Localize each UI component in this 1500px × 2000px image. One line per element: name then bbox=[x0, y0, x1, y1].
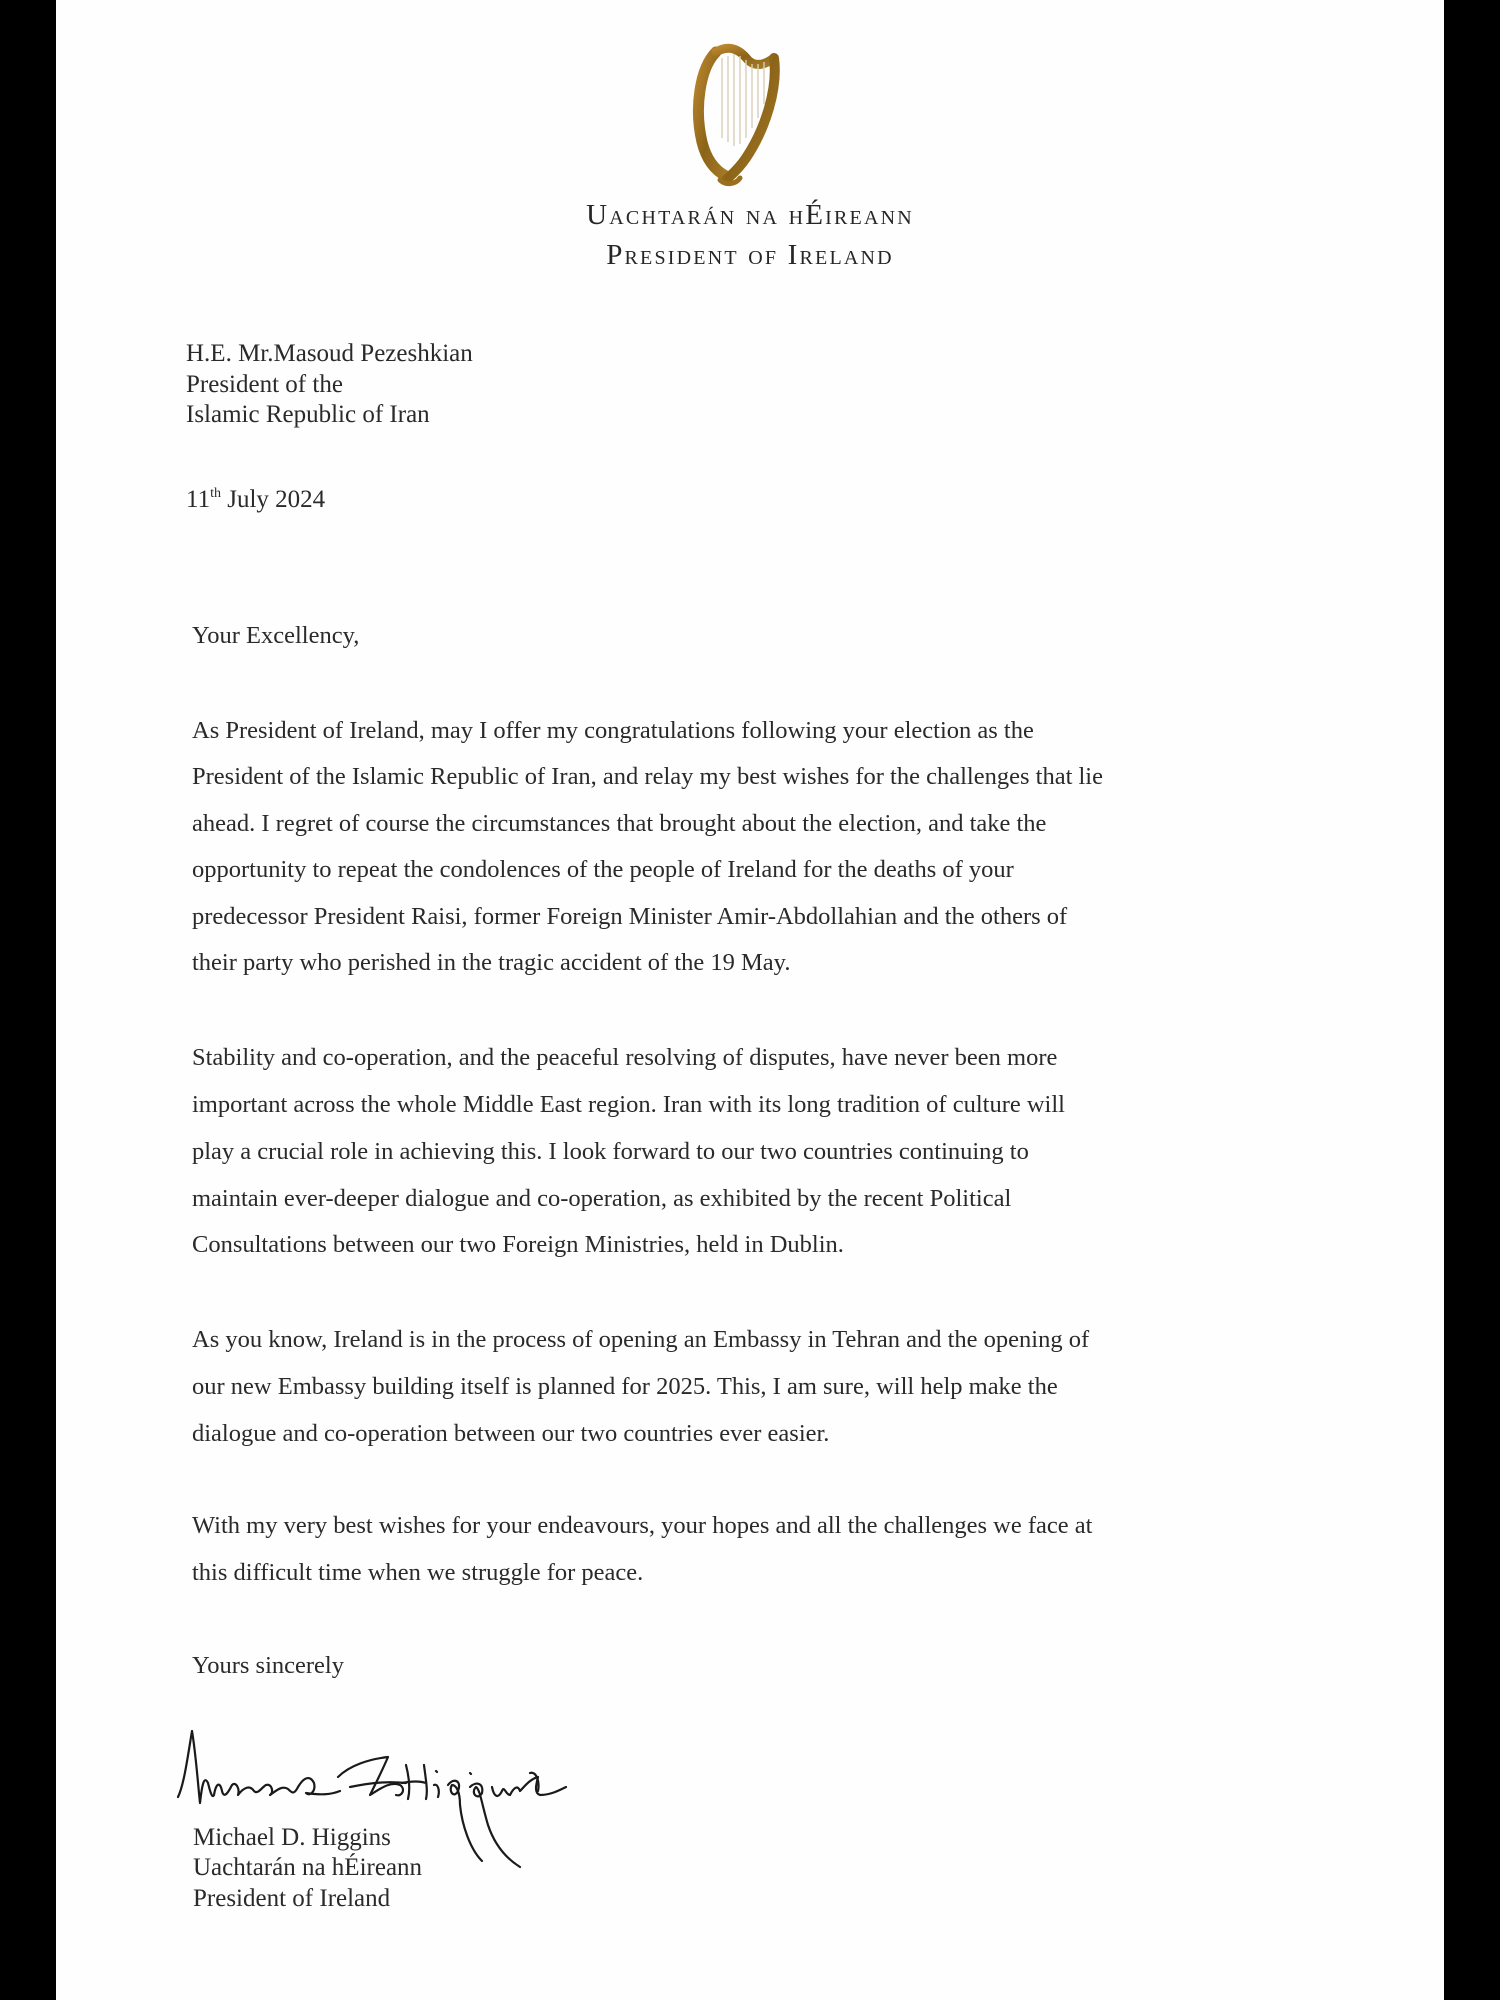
paragraph-line: their party who perished in the tragic accident of the 19 May. bbox=[192, 949, 791, 976]
closing: Yours sincerely bbox=[192, 1652, 344, 1679]
signatory-title-english: President of Ireland bbox=[193, 1885, 391, 1912]
paragraph-line: As President of Ireland, may I offer my congratulations following your election as the bbox=[192, 717, 1034, 744]
paragraph-line: dialogue and co-operation between our two countries ever easier. bbox=[192, 1420, 830, 1447]
recipient-country: Islamic Republic of Iran bbox=[186, 401, 430, 428]
recipient-name: H.E. Mr.Masoud Pezeshkian bbox=[186, 340, 473, 367]
letter-page bbox=[56, 0, 1444, 2000]
letterhead-title-irish: Uachtarán na hÉireann bbox=[586, 199, 914, 231]
paragraph-line: Consultations between our two Foreign Ministries, held in Dublin. bbox=[192, 1231, 844, 1258]
paragraph-line: Stability and co-operation, and the peaceful resolving of disputes, have never been more bbox=[192, 1044, 1058, 1071]
letter-date bbox=[186, 478, 325, 515]
signatory-name: Michael D. Higgins bbox=[193, 1824, 391, 1851]
paragraph-line: President of the Islamic Republic of Iran, and relay my best wishes for the challenges that lie bbox=[192, 763, 1103, 790]
paragraph-line: With my very best wishes for your endeavours, your hopes and all the challenges we face at bbox=[192, 1512, 1093, 1539]
date-suffix: th bbox=[210, 486, 221, 501]
letterhead-title-english: President of Ireland bbox=[606, 239, 894, 271]
date-month-year: July 2024 bbox=[220, 486, 326, 513]
salutation: Your Excellency, bbox=[192, 622, 360, 649]
paragraph-line: our new Embassy building itself is planned for 2025. This, I am sure, will help make the bbox=[192, 1373, 1058, 1400]
paragraph-line: predecessor President Raisi, former Foreign Minister Amir-Abdollahian and the others of bbox=[192, 903, 1068, 930]
paragraph-line: opportunity to repeat the condolences of the people of Ireland for the deaths of your bbox=[192, 856, 1014, 883]
paragraph-line: maintain ever-deeper dialogue and co-operation, as exhibited by the recent Political bbox=[192, 1185, 1012, 1212]
date-day: 11 bbox=[186, 486, 211, 513]
paragraph-line: important across the whole Middle East region. Iran with its long tradition of culture will bbox=[192, 1091, 1065, 1118]
paragraph-line: this difficult time when we struggle for peace. bbox=[192, 1559, 644, 1586]
recipient-title: President of the bbox=[186, 371, 343, 398]
harp-emblem-icon bbox=[686, 38, 786, 188]
signatory-title-irish: Uachtarán na hÉireann bbox=[193, 1854, 423, 1881]
paragraph-line: ahead. I regret of course the circumstances that brought about the election, and take the bbox=[192, 810, 1047, 837]
paragraph-line: As you know, Ireland is in the process of opening an Embassy in Tehran and the opening of bbox=[192, 1326, 1090, 1353]
paragraph-line: play a crucial role in achieving this. I look forward to our two countries continuing to bbox=[192, 1138, 1029, 1165]
